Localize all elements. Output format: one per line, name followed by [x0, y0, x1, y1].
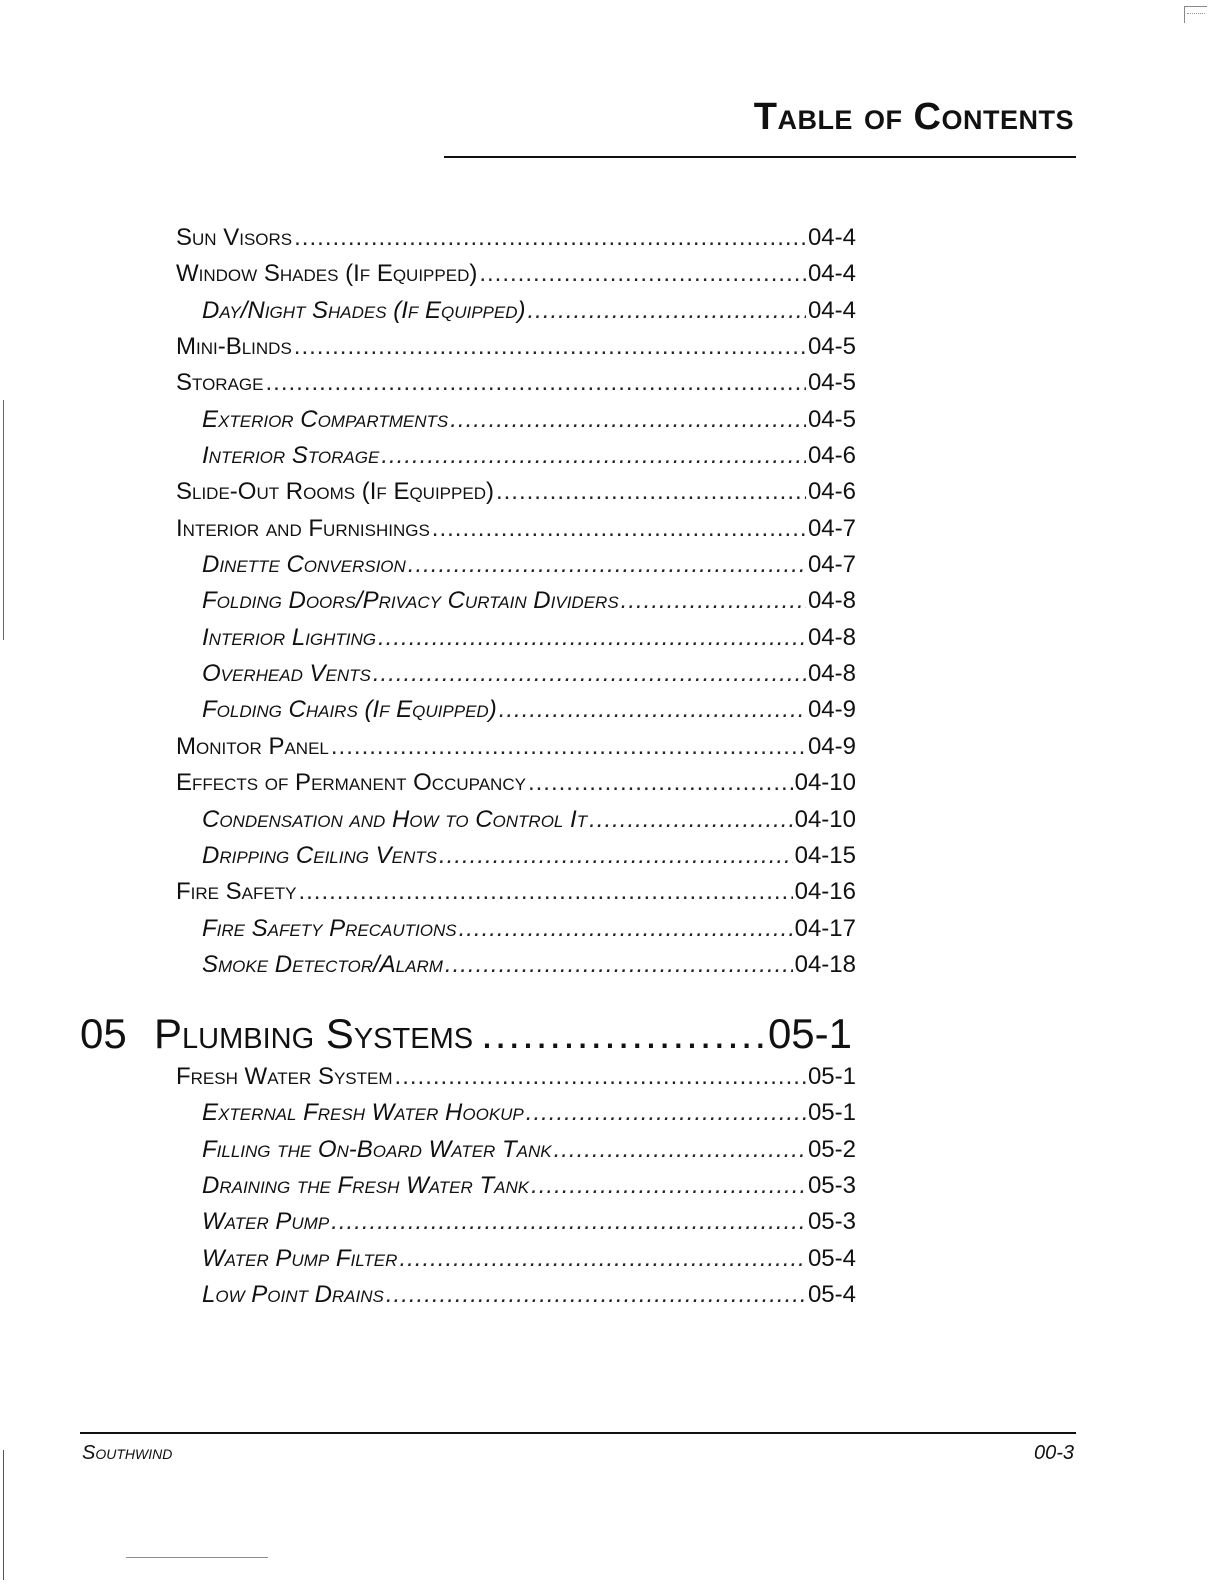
dot-leader	[331, 1208, 806, 1236]
toc-entry-label: Folding Doors/Privacy Curtain Dividers	[202, 587, 619, 615]
toc-entry-label: Interior Lighting	[202, 623, 377, 651]
toc-entry-label: Dripping Ceiling Vents	[202, 841, 437, 869]
toc-entry-page: 04-4	[807, 260, 856, 288]
dot-leader	[331, 733, 806, 761]
toc-entry-label: Interior Storage	[202, 442, 380, 470]
toc-subentry[interactable]	[176, 1281, 856, 1317]
dot-leader	[432, 515, 806, 543]
dot-leader	[531, 1172, 806, 1200]
footer-divider	[80, 1432, 1076, 1434]
toc-entry-label: Day/Night Shades (If Equipped)	[202, 296, 526, 324]
chapter-heading[interactable]	[80, 1010, 852, 1058]
toc-subentry[interactable]	[176, 442, 856, 478]
dot-leader	[554, 1136, 806, 1164]
toc-entry[interactable]	[176, 369, 856, 405]
scan-artifact-line	[3, 400, 4, 640]
toc-entry-page: 04-6	[807, 478, 856, 506]
toc-entry-page: 04-8	[807, 660, 856, 688]
toc-entry-page: 04-16	[794, 878, 856, 906]
dot-leader	[499, 696, 806, 724]
dot-leader	[479, 260, 806, 288]
toc-entry[interactable]	[176, 515, 856, 551]
toc-entry-label: External Fresh Water Hookup	[202, 1099, 524, 1127]
toc-entry-label: Fresh Water System	[176, 1063, 393, 1090]
toc-entry-label: Condensation and How to Control It	[202, 805, 588, 833]
toc-entry-page: 05-3	[807, 1208, 856, 1236]
toc-entry[interactable]	[176, 733, 856, 769]
toc-entry-page: 04-9	[807, 696, 856, 724]
toc-entry-page: 04-9	[807, 732, 856, 760]
toc-entry-label: Sun Visors	[176, 224, 293, 251]
dot-leader	[378, 624, 806, 652]
dot-leader	[528, 297, 806, 325]
toc-entry-page: 04-4	[807, 296, 856, 324]
dot-leader	[381, 442, 806, 470]
toc-subentry[interactable]	[176, 1099, 856, 1135]
toc-entry-page: 04-10	[794, 805, 856, 833]
footer-page-number: 00-3	[1033, 1442, 1074, 1464]
toc-subentry[interactable]	[176, 1172, 856, 1208]
dot-leader	[298, 878, 792, 906]
toc-entry-label: Draining the Fresh Water Tank	[202, 1172, 530, 1200]
toc-entry-label: Effects of Permanent Occupancy	[176, 769, 526, 797]
toc-entry-page: 04-4	[807, 224, 856, 251]
page-title: Table of Contents	[753, 96, 1074, 138]
dot-leader	[445, 951, 793, 979]
dot-leader	[439, 842, 793, 870]
toc-entry-page: 05-3	[807, 1172, 856, 1200]
toc-entry-page: 04-6	[807, 442, 856, 470]
dot-leader	[528, 769, 793, 797]
title-divider	[444, 156, 1076, 158]
toc-entry-label: Storage	[176, 369, 264, 397]
dot-leader	[621, 587, 806, 615]
toc-entry-label: Water Pump	[202, 1208, 330, 1236]
toc-subentry[interactable]	[176, 1136, 856, 1172]
toc-subentry[interactable]	[176, 915, 856, 951]
toc-entry-label: Monitor Panel	[176, 732, 329, 760]
toc-entry[interactable]	[176, 333, 856, 369]
dot-leader	[589, 806, 793, 834]
toc-entry-label: Slide-Out Rooms (If Equipped)	[176, 478, 494, 506]
toc-entry-page: 04-15	[794, 841, 856, 869]
toc-entry-label: Overhead Vents	[202, 660, 371, 688]
toc-entry-label: Mini-Blinds	[176, 333, 292, 361]
dot-leader	[496, 478, 806, 506]
toc-entry-page: 04-5	[807, 333, 856, 361]
toc-entry-page: 04-8	[807, 623, 856, 651]
toc-entry-label: Low Point Drains	[202, 1281, 384, 1309]
toc-entry[interactable]	[176, 1063, 856, 1099]
chapter-number: 05	[80, 1010, 127, 1057]
toc-entry-label: Window Shades (If Equipped)	[176, 260, 478, 288]
toc-entry[interactable]	[176, 224, 856, 260]
dot-leader	[459, 915, 793, 943]
toc-subentry[interactable]	[176, 297, 856, 333]
chapter-page-number: 05-1	[767, 1010, 852, 1057]
toc-entry-label: Folding Chairs (If Equipped)	[202, 696, 497, 724]
toc-entry-page: 05-1	[807, 1099, 856, 1127]
toc-entry-label: Filling the On-Board Water Tank	[202, 1135, 552, 1163]
toc-subentry[interactable]	[176, 551, 856, 587]
footer-brand: Southwind	[82, 1442, 173, 1464]
toc-subentry[interactable]	[176, 624, 856, 660]
toc-entry-page: 05-4	[807, 1281, 856, 1309]
toc-subentry[interactable]	[176, 406, 856, 442]
toc-entry[interactable]	[176, 878, 856, 914]
toc-entry-label: Water Pump Filter	[202, 1244, 398, 1272]
toc-entry-page: 04-17	[794, 914, 856, 942]
dot-leader	[294, 333, 806, 361]
toc-subentry[interactable]	[176, 696, 856, 732]
toc-subentry[interactable]	[176, 951, 856, 987]
toc-subentry[interactable]	[176, 1245, 856, 1281]
chapter-title: Plumbing Systems	[154, 1010, 474, 1057]
toc-entry-label: Smoke Detector/Alarm	[202, 950, 443, 978]
toc-entry-page: 05-2	[807, 1135, 856, 1163]
toc-entry[interactable]	[176, 769, 856, 805]
dot-leader	[266, 369, 806, 397]
toc-entry-label: Dinette Conversion	[202, 551, 406, 579]
toc-subentry[interactable]	[176, 660, 856, 696]
toc-entry-page: 04-5	[807, 405, 856, 433]
scan-artifact-mark	[1184, 6, 1207, 23]
dot-leader	[386, 1281, 806, 1309]
dot-leader	[481, 1010, 764, 1058]
toc-subentry[interactable]	[176, 806, 856, 842]
toc-subentry[interactable]	[176, 842, 856, 878]
dot-leader	[373, 660, 806, 688]
toc-entry[interactable]	[176, 260, 856, 296]
toc-entry-page: 04-7	[807, 514, 856, 542]
dot-leader	[408, 551, 806, 579]
toc-entry-page: 04-8	[807, 587, 856, 615]
toc-entry-page: 05-4	[807, 1244, 856, 1272]
toc-entry-page: 04-10	[794, 769, 856, 797]
toc-entry-page: 04-18	[794, 950, 856, 978]
toc-entry-label: Fire Safety Precautions	[202, 914, 457, 942]
toc-list-chapter-04	[176, 224, 856, 987]
toc-entry-label: Exterior Compartments	[202, 405, 449, 433]
toc-subentry[interactable]	[176, 587, 856, 623]
dot-leader	[399, 1245, 806, 1273]
toc-entry-label: Fire Safety	[176, 878, 297, 906]
dot-leader	[526, 1099, 806, 1127]
toc-subentry[interactable]	[176, 1208, 856, 1244]
dot-leader	[395, 1063, 806, 1091]
dot-leader	[294, 224, 806, 252]
toc-list-chapter-05	[176, 1063, 856, 1317]
dot-leader	[450, 406, 806, 434]
toc-entry[interactable]	[176, 478, 856, 514]
toc-entry-page: 05-1	[807, 1063, 856, 1090]
toc-entry-page: 04-7	[807, 551, 856, 579]
scan-artifact-line	[3, 1450, 4, 1580]
scan-artifact-underline	[126, 1557, 268, 1558]
toc-entry-page: 04-5	[807, 369, 856, 397]
toc-entry-label: Interior and Furnishings	[176, 514, 430, 542]
